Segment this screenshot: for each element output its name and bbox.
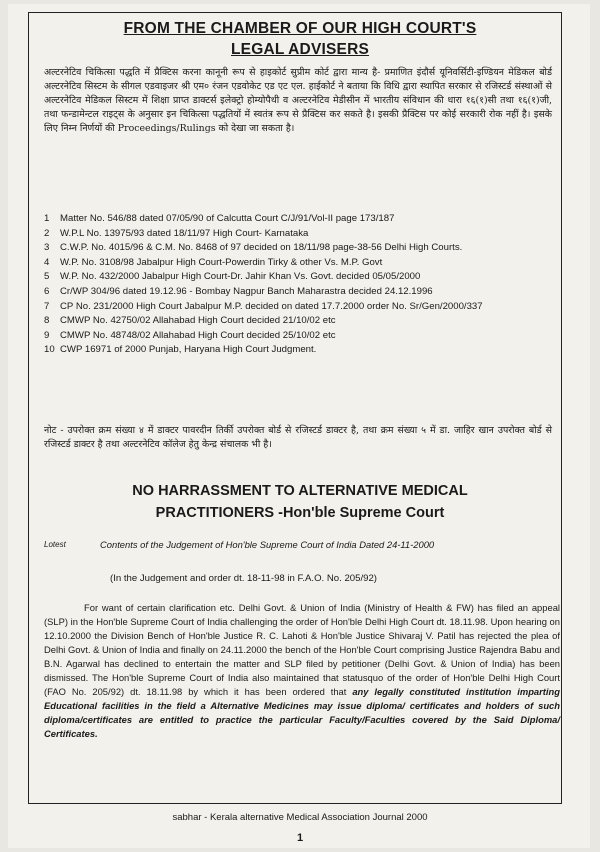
rulings-list (44, 212, 556, 358)
ruling-number: 8 (44, 315, 50, 327)
ruling-item (44, 256, 556, 271)
ruling-item (44, 314, 556, 329)
body-emphasis: any legally constituted institution imparting Educational facilities in the field a Alternative Medicines may issue diploma/ certificates and holders of such diploma/certificates are entitled to practice the particular Faculty/Faculties covered by the Said Diploma/ Certificates. (44, 686, 560, 739)
ruling-number: 5 (44, 271, 50, 283)
body-paragraph (44, 601, 560, 741)
hindi-paragraph: अल्टरनेटिव चिकित्सा पद्धति में प्रैक्टिस करना कानूनी रूप से हाइकोर्ट सुप्रीम कोर्ट द्वारा मान्य है- प्रमाणित इंदौर्स यूनिवर्सिटी-इण्डियन मेडिकल बोर्ड अल्टरनेटिव सिस्टम के सीगल एडवाइजर श्री एम० रंजन एडवोकेट एड एट एल. हाईकोर्ट ने बताया कि विधि द्वारा स्थापित सरकार से रजिस्टर्ड संस्थाओं से अल्टरनेटिव मेडिकल सिस्टम में शिक्षा प्राप्त डाक्टर्स इलेक्ट्रो होम्योपैथी व अल्टरनेटिव मेडीसीन में भारतीय संविधान की धारा १६(१)सी तथा १६(१)जी, तथा फन्डामेन्टल राइट्स के अनुसार इन चिकित्सा पद्धतियों में स्वतंत्र रूप से प्रैक्टिस कर सकते है। इसकी प्रैक्टिस पर कोई सरकारी रोक नहीं है। इसके लिए निम्न निर्णयों की Proceedings/Rulings को देखा जा सकता है। (44, 67, 552, 134)
ruling-text: W.P.L No. 13975/93 dated 18/11/97 High Court- Karnataka (60, 227, 309, 239)
ruling-item (44, 285, 556, 300)
ruling-item (44, 241, 556, 256)
ruling-number: 3 (44, 242, 50, 254)
second-heading-line-2: PRACTITIONERS -Hon'ble Supreme Court (155, 505, 445, 521)
ruling-text: W.P. No. 432/2000 Jabalpur High Court-Dr. Jahir Khan Vs. Govt. decided 05/05/2000 (60, 271, 421, 283)
ruling-number: 2 (44, 227, 50, 239)
ruling-number: 9 (44, 329, 50, 341)
heading-line-2: LEGAL ADVISERS (230, 41, 370, 58)
ruling-number: 1 (44, 213, 50, 224)
ruling-text: W.P. No. 3108/98 Jabalpur High Court-Powerdin Tirky & other Vs. M.P. Govt (60, 256, 383, 268)
page-number: 1 (296, 832, 304, 844)
ruling-item (44, 300, 556, 315)
second-heading-line-1: NO HARRASSMENT TO ALTERNATIVE MEDICAL (132, 483, 468, 499)
ruling-item (44, 227, 556, 242)
body-text: For want of certain clarification etc. Delhi Govt. & Union of India (Ministry of Health & FW) has filed an appeal (SLP) in the Hon'ble Supreme Court of India challenging the order of Hon'ble Delhi High Court dt. 18.11.98. Upon hearing on 12.10.2000 the Division Bench of Hon'ble Justice R. C. Lahoti & Hon'ble Justice Shivaraj V. Patil has rejected the plea of Delhi Govt. & Union of India and finally on 24.11.2000 the bench of the Hon'ble Court comprising Justice Rajendra Babu and B.N. Agarwal has declined to entertain the matter and SLP filed by petitioner (Delhi Govt. & Union of India) has been dismissed. The Hon'ble Supreme Court of India also maintained that statusquo of the order of Hon'ble Delhi High Court (FAO No. 205/92) dt. 18.11.98 by which it has been ordered that (44, 602, 560, 697)
ruling-number: 4 (44, 256, 50, 268)
ruling-number: 6 (44, 285, 50, 297)
contents-text: Contents of the Judgement of Hon'ble Supreme Court of India Dated 24-11-2000 (100, 539, 435, 550)
ruling-number: 10 (44, 344, 55, 356)
ruling-number: 7 (44, 300, 50, 312)
ruling-text: C.W.P. No. 4015/96 & C.M. No. 8468 of 97 decided on 18/11/98 page-38-56 Delhi High Courts. (60, 242, 463, 254)
ruling-text: CWP 16971 of 2000 Punjab, Haryana High Court Judgment. (60, 344, 317, 356)
ruling-item (44, 270, 556, 285)
ruling-text: CP No. 231/2000 High Court Jabalpur M.P. decided on dated 17.7.2000 order No. Sr/Gen/2000/337 (60, 300, 483, 312)
heading-line-1: FROM THE CHAMBER OF OUR HIGH COURT'S (123, 20, 477, 37)
ruling-text: Matter No. 546/88 dated 07/05/90 of Calcutta Court C/J/91/Vol-II page 173/187 (60, 213, 395, 224)
ruling-item (44, 329, 556, 344)
ruling-text: CMWP No. 48748/02 Allahabad High Court decided 25/10/02 etc (60, 329, 336, 341)
ruling-text: CMWP No. 42750/02 Allahabad High Court decided 21/10/02 etc (60, 315, 336, 327)
ruling-item (44, 212, 556, 227)
ruling-item (44, 343, 556, 358)
ruling-text: Cr/WP 304/96 dated 19.12.96 - Bombay Nagpur Banch Maharastra decided 24.12.1996 (60, 285, 433, 297)
hindi-note: नोट - उपरोक्त क्रम संख्या ४ में डाक्टर पावरदीन तिर्की उपरोक्त बोर्ड से रजिस्टर्ड डाक्टर है, तथा क्रम संख्या ५ में डा. जाहिर खान उपरोक्त बोर्ड से रजिस्टर्ड डाक्टर है तथा अल्टरनेटिव कॉलेज हेतु केन्द्र संचालक भी है। (44, 425, 552, 450)
judgement-sub-note: (In the Judgement and order dt. 18-11-98 in F.A.O. No. 205/92) (110, 573, 378, 584)
source-credit: sabhar - Kerala alternative Medical Association Journal 2000 (172, 812, 428, 823)
contents-label: Lotest (44, 540, 66, 549)
